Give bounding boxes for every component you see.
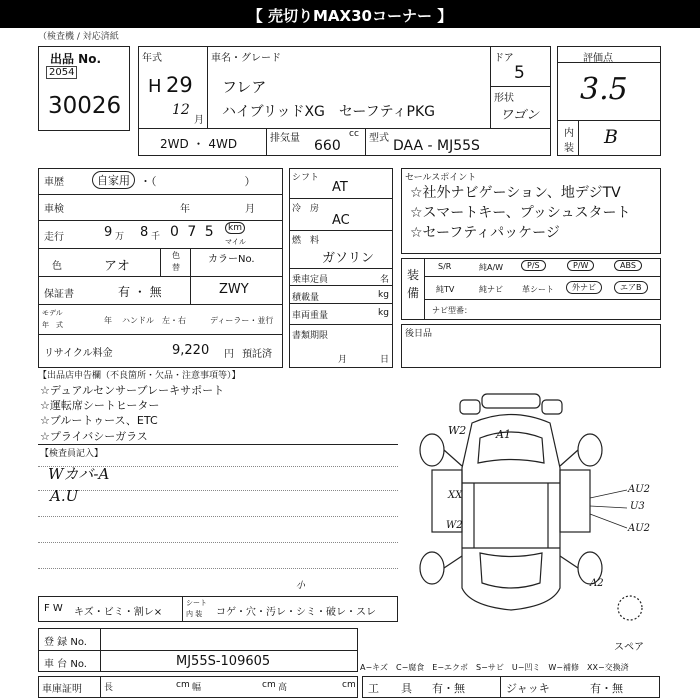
displacement-value: 660 [314, 138, 341, 154]
history-rest: ・（ ） [140, 175, 256, 188]
modelyear-label-2: 年 式 [42, 321, 63, 329]
displacement-unit: cc [349, 129, 359, 139]
capacity-label: 乗車定員 [292, 275, 329, 285]
mileage-unit-bottom: マイル [225, 238, 246, 246]
recycle-unit: 円 [224, 349, 234, 360]
equip-aw: 純A/W [479, 263, 504, 272]
score-label: 評価点 [583, 53, 613, 64]
score-value: 3.5 [580, 72, 628, 107]
warranty-label: 保証書 [44, 289, 74, 300]
interior-value: B [604, 126, 618, 148]
year-label: 年式 [142, 53, 162, 64]
cert-w-cm: cm [262, 680, 276, 690]
load-label: 積載量 [292, 293, 320, 303]
docs-label: 書類期限 [292, 331, 329, 341]
docs-month: 月 [338, 355, 348, 365]
diag-mark-a1: A1 [496, 428, 511, 441]
interior-label-2: 装 [564, 143, 574, 154]
color-swap-2: 替 [172, 263, 180, 272]
model-grade: ハイブリッドXG セーフティPKG [222, 104, 435, 120]
diag-mark-u3: U3 [630, 501, 645, 512]
aircon-label: 冷 房 [292, 204, 320, 214]
history-value: 自家用 [92, 171, 135, 189]
type-label: 型式 [369, 133, 389, 144]
equip-leather: 革シート [522, 285, 554, 294]
fuel-label: 燃 料 [292, 236, 320, 246]
shift-label: シフト [292, 173, 320, 183]
mileage-d2: 8 [140, 225, 149, 240]
model-label: 車名・グレード [211, 53, 281, 64]
floor-seat-2: 内 装 [186, 610, 203, 618]
mileage-d1: 9 [104, 225, 113, 240]
door-label: ドア [494, 53, 514, 64]
spare-label: スペア [614, 642, 644, 653]
mileage-d3: 0 7 5 [170, 224, 216, 240]
mirror-left-icon [460, 400, 480, 414]
inspection-year: 年 [180, 204, 190, 215]
modelyear-handle: ハンドル 左・右 [122, 316, 186, 325]
equip-navi-model: ナビ型番： [432, 306, 472, 315]
chassis-label: 車 台 No. [44, 659, 87, 670]
equip-pw: P/W [567, 260, 594, 271]
equip-sr: S/R [438, 262, 452, 271]
load-unit: kg [378, 290, 389, 300]
diag-mark-au2-top: AU2 [628, 484, 651, 495]
floor-note: 小 [296, 581, 306, 591]
floor-fw: F W [44, 603, 63, 614]
equipment-label-2: 備 [407, 286, 420, 300]
docs-day: 日 [380, 355, 390, 365]
displacement-label: 排気量 [270, 133, 300, 144]
post-install-label: 後日品 [405, 329, 433, 339]
notices-title: 【出品店申告欄（不良箇所・欠品・注意事項等）】 [38, 371, 241, 381]
diag-mark-w2-top: W2 [448, 424, 467, 437]
floor-items-2: コゲ・穴・汚レ・シミ・破レ・スレ [216, 607, 376, 618]
tools-value: 有・無 [432, 682, 465, 695]
legend: A−キズ C−腐食 E−エクボ S−サビ U−凹ミ W−補修 XX−交換済 [360, 663, 629, 672]
mileage-label: 走行 [44, 232, 64, 243]
cert-h-cm: cm [342, 680, 356, 690]
mileage-u2: 千 [151, 232, 161, 242]
year-era: H [148, 76, 162, 97]
inspection-month: 月 [245, 204, 255, 215]
history-label: 車歴 [44, 177, 64, 188]
inspection-label: 車検 [44, 204, 64, 215]
diag-mark-w2-left: W2 [446, 520, 463, 531]
capacity-unit: 名 [380, 275, 390, 285]
wheel-rl-icon [420, 552, 444, 584]
equip-extnavi: 外ナビ [566, 281, 602, 294]
inspector-line-2: A.U [50, 487, 79, 505]
inspector-line-1: Wカバ-A [48, 465, 110, 483]
cert-w: 幅 [192, 683, 202, 693]
model-name: フレア [222, 78, 267, 96]
diag-mark-a2: A2 [590, 578, 604, 589]
recycle-label: リサイクル料金 [44, 348, 113, 359]
color-value: アオ [104, 259, 130, 274]
mileage-unit-top: km [225, 222, 245, 234]
year-value: 29 [166, 73, 193, 97]
notice-item-4: ☆プライバシーガラス [40, 430, 148, 443]
wheel-fl-icon [420, 434, 444, 466]
header-sub: （検査機 / 対応済紙 [38, 32, 119, 42]
equip-airbag: エアB [614, 281, 648, 294]
equip-navi: 純ナビ [479, 285, 503, 294]
spare-tire-icon [618, 596, 642, 620]
aircon-value: AC [332, 213, 350, 228]
notice-item-2: ☆運転席シートヒーター [40, 399, 160, 412]
notice-item-3: ☆ブルートゥース、ETC [40, 414, 158, 427]
post-install-box [401, 324, 661, 368]
equip-tv: 純TV [436, 285, 455, 294]
recycle-value: 9,220 [172, 343, 210, 358]
color-label: 色 [52, 261, 62, 272]
door-value: 5 [514, 63, 525, 83]
lot-number: 30026 [48, 93, 122, 119]
cert-l-cm: cm [176, 680, 190, 690]
lot-label: 出品 No. [50, 52, 102, 66]
year-month-unit: 月 [194, 115, 204, 126]
color-swap-1: 色 [172, 251, 180, 260]
equipment-label-1: 装 [407, 268, 420, 282]
cert-h: 高 [278, 683, 288, 693]
notice-item-1: ☆デュアルセンサーブレーキサポート [40, 384, 225, 397]
diag-mark-xx: XX [448, 490, 463, 501]
floor-seat-1: シート [186, 599, 207, 607]
warranty-value: 有 ・ 無 [118, 285, 162, 299]
tools-label: 工 具 [368, 682, 412, 695]
car-diagram [402, 388, 662, 628]
weight-unit: kg [378, 308, 389, 318]
sales-item-1: ☆社外ナビゲーション、地デジTV [410, 185, 621, 201]
modelyear-dealer: ディーラー・並行 [210, 316, 274, 325]
colorno-label: カラーNo. [208, 254, 255, 265]
recycle-note: 預託済 [242, 349, 272, 360]
interior-label-1: 内 [564, 128, 574, 139]
shift-value: AT [332, 180, 348, 195]
year-month: 12 [172, 102, 190, 118]
colorno-value: ZWY [219, 282, 249, 297]
sales-item-2: ☆スマートキー、プッシュスタート [410, 205, 631, 221]
modelyear-year: 年 [104, 316, 112, 325]
sales-label: セールスポイント [405, 173, 477, 183]
weight-label: 車両重量 [292, 311, 329, 321]
type-value: DAA - MJ55S [393, 138, 480, 154]
floor-items: キズ・ビミ・割レ× [74, 607, 163, 618]
jack-label: ジャッキ [506, 682, 550, 695]
jack-value: 有・無 [590, 682, 623, 695]
cert-label: 車庫証明 [42, 684, 82, 695]
sales-item-3: ☆セーフティパッケージ [410, 225, 560, 241]
registration-label: 登 録 No. [44, 637, 87, 648]
header-title: 【 売切りMAX30コーナー 】 [247, 7, 453, 25]
equip-ps: P/S [521, 260, 546, 271]
drive-value: 2WD ・ 4WD [160, 137, 238, 151]
inspector-title: 【検査員記入】 [40, 449, 104, 459]
modelyear-label-1: モデル [42, 309, 63, 317]
diag-mark-au2-bottom: AU2 [628, 523, 651, 534]
shape-label: 形状 [494, 93, 514, 104]
shape-value: ワゴン [500, 108, 540, 123]
wheel-fr-icon [578, 434, 602, 466]
lot-stamp: 2054 [46, 66, 77, 79]
mirror-right-icon [542, 400, 562, 414]
chassis-value: MJ55S-109605 [176, 654, 271, 669]
cert-l: 長 [104, 683, 114, 693]
equip-abs: ABS [614, 260, 642, 271]
fuel-value: ガソリン [322, 251, 375, 266]
mileage-u1: 万 [115, 232, 125, 242]
